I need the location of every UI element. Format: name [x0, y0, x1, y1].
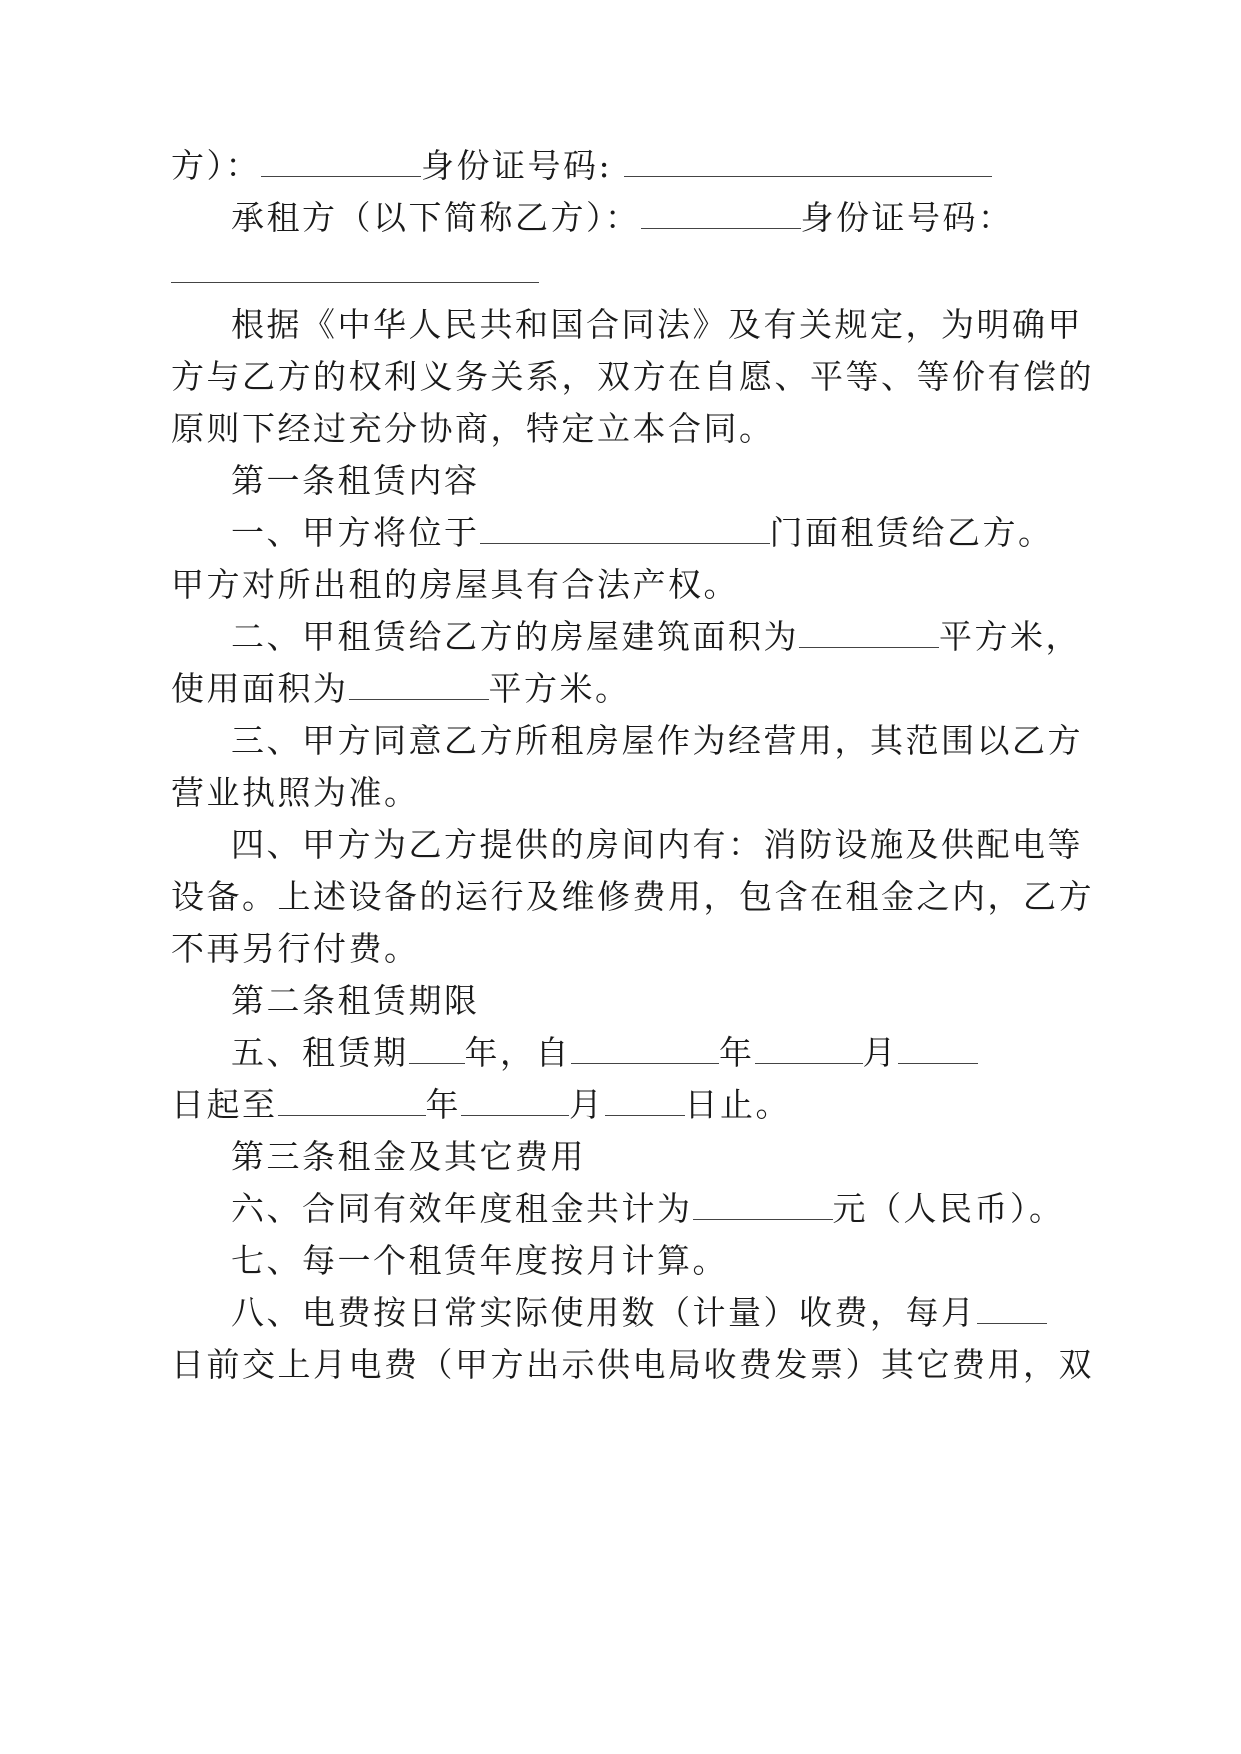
item2-line2-text-a: 使用面积为 [171, 669, 349, 708]
end-year-blank[interactable] [278, 1089, 426, 1116]
item5-line2-text-c: 月 [569, 1085, 605, 1124]
item2-line-1 [231, 617, 1081, 657]
tenant-label: 承租方（以下简称乙方）： [231, 198, 641, 237]
item5-line2-text-b: 年 [425, 1085, 461, 1124]
item8-line-2: 日前交上月电费（甲方出示供电局收费发票）其它费用，双 [171, 1345, 1094, 1384]
landlord-id-label: 身份证号码: [421, 146, 613, 185]
location-blank[interactable] [480, 517, 770, 544]
item2-text-b: 平方米， [939, 617, 1081, 656]
preamble-line-1: 根据《中华人民共和国合同法》及有关规定，为明确甲 [231, 305, 1083, 344]
start-month-blank[interactable] [755, 1037, 863, 1064]
item5-line-1 [231, 1033, 978, 1073]
item5-text-a: 五、租赁期 [231, 1033, 409, 1072]
item4-line-3: 不再另行付费。 [171, 929, 420, 968]
item7-line: 七、每一个租赁年度按月计算。 [231, 1241, 728, 1280]
tenant-line [231, 198, 1014, 238]
item2-text-a: 二、甲租赁给乙方的房屋建筑面积为 [231, 617, 799, 656]
item3-line-1: 三、甲方同意乙方所租房屋作为经营用，其范围以乙方 [231, 721, 1083, 760]
end-month-blank[interactable] [461, 1089, 569, 1116]
landlord-id-blank[interactable] [624, 150, 992, 177]
landlord-id-line [171, 146, 992, 186]
article2-title: 第二条租赁期限 [231, 981, 480, 1020]
start-year-blank[interactable] [571, 1037, 719, 1064]
item8-line-1 [231, 1293, 1047, 1333]
item5-text-b: 年，自 [464, 1033, 571, 1072]
landlord-name-blank[interactable] [261, 150, 421, 177]
item1-text-b: 门面租赁给乙方。 [769, 513, 1054, 552]
payment-day-blank[interactable] [977, 1297, 1047, 1324]
line1-prefix: 方）： [171, 146, 261, 185]
item5-line-2 [171, 1085, 791, 1125]
article1-title: 第一条租赁内容 [231, 461, 480, 500]
item1-text-a: 一、甲方将位于 [231, 513, 480, 552]
lease-years-blank[interactable] [409, 1037, 465, 1064]
preamble-line-3: 原则下经过充分协商，特定立本合同。 [171, 409, 775, 448]
tenant-id-blank[interactable] [171, 282, 539, 283]
item2-line-2 [171, 669, 631, 709]
item6-line [231, 1189, 1065, 1229]
start-day-blank[interactable] [898, 1037, 978, 1064]
item4-line-1: 四、甲方为乙方提供的房间内有：消防设施及供配电等 [231, 825, 1083, 864]
item5-line2-text-a: 日起至 [171, 1085, 278, 1124]
item5-line2-text-d: 日止。 [684, 1085, 791, 1124]
item3-line-2: 营业执照为准。 [171, 773, 420, 812]
building-area-blank[interactable] [799, 621, 939, 648]
tenant-name-blank[interactable] [641, 202, 801, 229]
item8-text-a: 八、电费按日常实际使用数（计量）收费，每月 [231, 1293, 977, 1332]
usable-area-blank[interactable] [349, 673, 489, 700]
article3-title: 第三条租金及其它费用 [231, 1137, 586, 1176]
item1-line-2: 甲方对所出租的房屋具有合法产权。 [171, 565, 739, 604]
item6-text-b: 元（人民币）。 [832, 1189, 1065, 1228]
annual-rent-blank[interactable] [693, 1193, 833, 1220]
tenant-id-label: 身份证号码： [800, 198, 1014, 237]
item2-line2-text-b: 平方米。 [488, 669, 631, 708]
preamble-line-2: 方与乙方的权利义务关系，双方在自愿、平等、等价有偿的 [171, 357, 1094, 396]
item5-text-c: 年 [719, 1033, 755, 1072]
item4-line-2: 设备。上述设备的运行及维修费用，包含在租金之内，乙方 [171, 877, 1094, 916]
item1-line-1 [231, 513, 1054, 553]
item5-text-d: 月 [862, 1033, 898, 1072]
end-day-blank[interactable] [605, 1089, 685, 1116]
item6-text-a: 六、合同有效年度租金共计为 [231, 1189, 693, 1228]
